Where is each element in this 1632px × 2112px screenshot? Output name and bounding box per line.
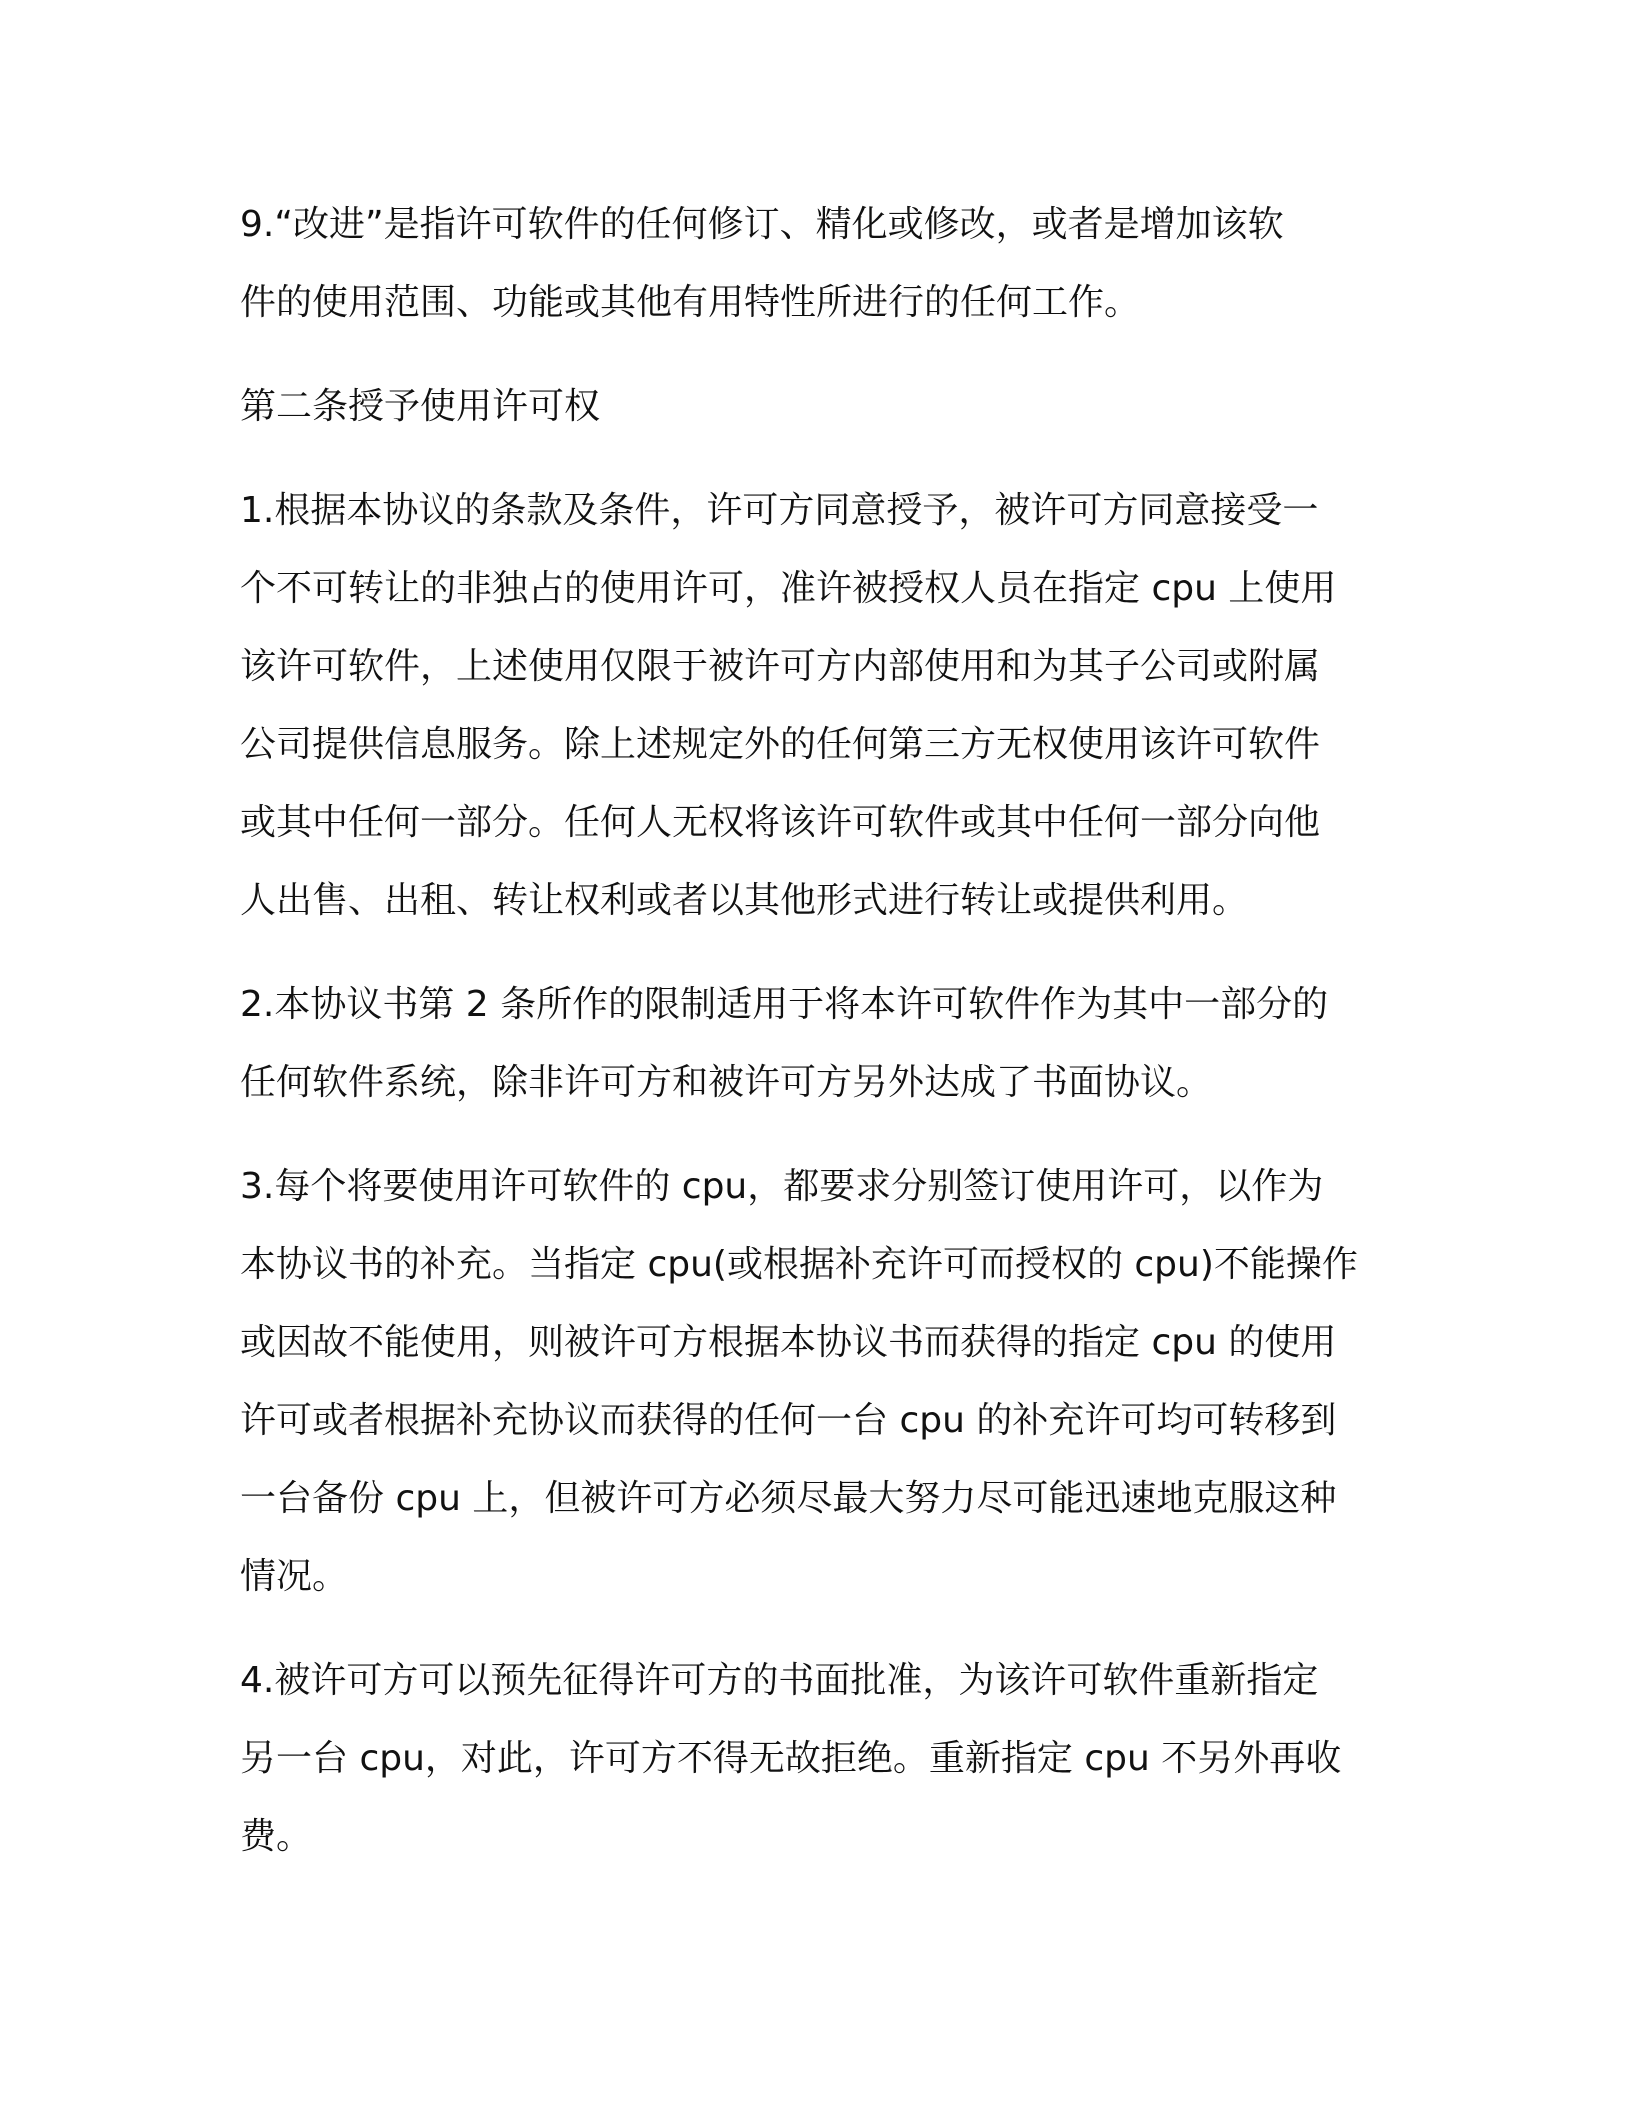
- text-line: 公司提供信息服务。除上述规定外的任何第三方无权使用该许可软件: [240, 724, 1321, 765]
- text-line: 个不可转让的非独占的使用许可，准许被授权人员在指定 cpu 上使用: [240, 568, 1337, 609]
- text-line: 9.“改进”是指许可软件的任何修订、精化或修改，或者是增加该软: [240, 204, 1284, 245]
- paragraph-clause-1: [240, 472, 1400, 940]
- text-line: 另一台 cpu，对此，许可方不得无故拒绝。重新指定 cpu 不另外再收: [240, 1738, 1342, 1779]
- paragraph-clause-3: [240, 1148, 1400, 1616]
- text-line: 1.根据本协议的条款及条件，许可方同意授予，被许可方同意接受一: [240, 490, 1319, 531]
- text-line: 或其中任何一部分。任何人无权将该许可软件或其中任何一部分向他: [240, 802, 1321, 843]
- text-line: 本协议书的补充。当指定 cpu(或根据补充许可而授权的 cpu)不能操作: [240, 1244, 1358, 1285]
- text-line: 一台备份 cpu 上，但被许可方必须尽最大努力尽可能迅速地克服这种: [240, 1478, 1337, 1519]
- text-line: 人出售、出租、转让权利或者以其他形式进行转让或提供利用。: [240, 880, 1249, 921]
- text-line: 情况。: [240, 1556, 349, 1597]
- paragraph-clause-2: [240, 966, 1400, 1122]
- paragraph-definition-9: [240, 186, 1400, 342]
- article-2-heading: [240, 368, 1400, 446]
- text-line: 或因故不能使用，则被许可方根据本协议书而获得的指定 cpu 的使用: [240, 1322, 1337, 1363]
- text-line: 该许可软件，上述使用仅限于被许可方内部使用和为其子公司或附属: [240, 646, 1321, 687]
- text-line: 3.每个将要使用许可软件的 cpu，都要求分别签订使用许可，以作为: [240, 1166, 1324, 1207]
- document-body: [240, 186, 1400, 1902]
- text-line: 许可或者根据补充协议而获得的任何一台 cpu 的补充许可均可转移到: [240, 1400, 1337, 1441]
- text-line: 任何软件系统，除非许可方和被许可方另外达成了书面协议。: [240, 1062, 1213, 1103]
- text-line: 费。: [240, 1816, 313, 1857]
- text-line: 2.本协议书第 2 条所作的限制适用于将本许可软件作为其中一部分的: [240, 984, 1329, 1025]
- paragraph-clause-4: [240, 1642, 1400, 1876]
- text-line: 件的使用范围、功能或其他有用特性所进行的任何工作。: [240, 282, 1141, 323]
- text-line: 4.被许可方可以预先征得许可方的书面批准，为该许可软件重新指定: [240, 1660, 1319, 1701]
- heading-line: 第二条授予使用许可权: [240, 386, 601, 427]
